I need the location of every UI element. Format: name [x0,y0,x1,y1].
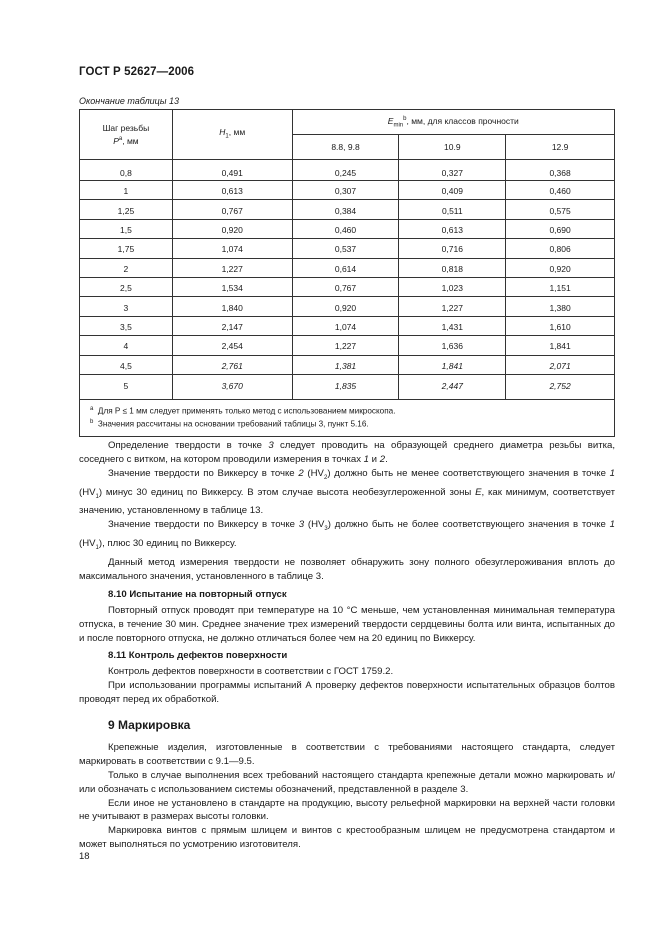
section-9-p3: Если иное не установлено в стандарте на продукцию, высоту рельефной маркировки на верхней части головки не учитывают в размерах высоты головки. [79,797,615,823]
table-cell: 0,409 [399,181,506,200]
class-header: 8.8, 9.8 [292,135,399,160]
table-cell: 1,227 [399,297,506,316]
table-row [80,181,615,200]
table-cell: 2,5 [80,277,173,296]
paragraph: Значение твердости по Виккерсу в точке 3 $(HV_3)$ должно быть не более соответствующего значения в точке 1 $(HV_1)$, плюс 30 единиц по Виккерсу. [79,519,616,552]
table-cell: 0,920 [292,297,399,316]
note-mark: a [90,405,94,412]
table-cell: 0,327 [399,160,506,181]
table-cell: 0,307 [292,181,399,200]
table-note-a: Для P ≤ 1 мм следует применять только метод с использованием микроскопа. [97,406,396,416]
table-row [80,277,615,296]
col-header-h1: $H_1$, мм [172,110,292,160]
table-cell: 1,227 [292,336,399,355]
table-row [80,374,615,399]
table-cell: 0,368 [506,160,615,181]
table-cell: 1,841 [506,336,615,355]
table-row [80,316,615,335]
table-cell: 1,835 [292,374,399,399]
table-row [80,336,615,355]
table-cell: 2,752 [506,374,615,399]
table-cell: 0,8 [80,160,173,181]
table-cell: 2,147 [172,316,292,335]
table-cell: 0,491 [172,160,292,181]
section-9-p1: Крепежные изделия, изготовленные в соответствии с требованиями настоящего стандарта, следует маркировать в соответствии с 9.1—9.5. [79,741,615,767]
table-cell: 1,380 [506,297,615,316]
table-cell: 0,511 [399,200,506,219]
table-cell: 2 [80,258,173,277]
table-cell: 1,840 [172,297,292,316]
table-cell: 1,074 [292,316,399,335]
table-cell: 0,818 [399,258,506,277]
table-cell: 3 [80,297,173,316]
class-header: 10.9 [399,135,506,160]
table-cell: 1,023 [399,277,506,296]
section-810-title: 8.10 Испытание на повторный отпуск [108,588,287,600]
table-cell: 1,381 [292,355,399,374]
section-811-text2: При использовании программы испытаний А проверку дефектов поверхности испытательных образцов болтов проводят перед их обработкой. [79,680,615,706]
table-note-b: Значения рассчитаны на основании требований таблицы 3, пункт 5.16. [97,419,369,429]
table-cell: 2,071 [506,355,615,374]
table-cell: 3,5 [80,316,173,335]
section-811-text1: Контроль дефектов поверхности в соответствии с ГОСТ 1759.2. [108,666,394,678]
table-cell: 1,534 [172,277,292,296]
table-cell: 1,151 [506,277,615,296]
col-header-emin: $E_{min}^b$, мм, для классов прочности [292,110,614,135]
table-cell: 1,841 [399,355,506,374]
table-cell: 0,920 [506,258,615,277]
table-cell: 2,761 [172,355,292,374]
table-13 [79,109,615,437]
note-mark: b [90,419,94,426]
section-810-text: Повторный отпуск проводят при температуре на 10 °С меньше, чем установленная минимальная температура отпуска, в течение 30 мин. Среднее значение трех измерений твердости сердцевины болта или винта, испытанных до и после повторного отпуска, не должно отличаться более чем на 20 единиц по Виккерсу. [79,604,615,644]
table-cell: 0,716 [399,239,506,258]
table-cell: 0,460 [506,181,615,200]
table-row [80,160,615,181]
table-cell: 0,613 [399,219,506,238]
table-row [80,258,615,277]
col-header-pitch: Шаг резьбы $P^a$, мм [80,110,173,160]
table-cell: 0,806 [506,239,615,258]
table-cell: 1,25 [80,200,173,219]
table-row [80,219,615,238]
table-cell: 0,613 [172,181,292,200]
section-9-p2: Только в случае выполнения всех требований настоящего стандарта крепежные детали можно маркировать и/или обозначать с использованием системы обозначений, представленной в разделе 3. [79,769,615,795]
table-cell: 0,575 [506,200,615,219]
table-cell: 0,920 [172,219,292,238]
table-cell: 0,460 [292,219,399,238]
table-cell: 1,431 [399,316,506,335]
section-9-title: 9 Маркировка [108,718,191,733]
table-cell: 4,5 [80,355,173,374]
table-row [80,200,615,219]
table-cell: 1,5 [80,219,173,238]
paragraph: Данный метод измерения твердости не позволяет обнаружить зону полного обезуглероживания вплоть до максимального значения, установленного в таблице 3. [79,556,615,582]
body-text [79,439,615,852]
section-9-p4: Маркировка винтов с прямым шлицем и винтов с крестообразным шлицем не предусмотрена стандартом и может выполняться по усмотрению изготовителя. [79,825,615,851]
class-header: 12.9 [506,135,615,160]
table-caption: Окончание таблицы 13 [79,96,179,106]
table-cell: 0,767 [172,200,292,219]
table-cell: 0,245 [292,160,399,181]
table-cell: 1,074 [172,239,292,258]
table-cell: 0,690 [506,219,615,238]
paragraph: Значение твердости по Виккерсу в точке 2 $(HV_2)$ должно быть не менее соответствующего значения в точке 1 $(HV_1)$ минус 30 единиц по Виккерсу. В этом случае высота необезуглероженной зоны E, как минимум, соответствует значению, установленному в таблице 13. [79,467,616,517]
table-cell: 1,610 [506,316,615,335]
table-cell: 1,227 [172,258,292,277]
table-cell: 2,454 [172,336,292,355]
table-notes [80,399,615,436]
table-row [80,297,615,316]
document-header: ГОСТ Р 52627—2006 [79,66,195,78]
table-cell: 1 [80,181,173,200]
table-row [80,239,615,258]
table-cell: 0,614 [292,258,399,277]
table-cell: 0,767 [292,277,399,296]
table-cell: 1,636 [399,336,506,355]
table-cell: 5 [80,374,173,399]
section-811-title: 8.11 Контроль дефектов поверхности [108,650,288,662]
paragraph: Определение твердости в точке 3 следует проводить на образующей среднего диаметра резьбы витка, соседнего с витком, на котором проводили измерения в точках 1 и 2. [79,440,615,465]
table-cell: 3,670 [172,374,292,399]
table-cell: 0,384 [292,200,399,219]
table-cell: 0,537 [292,239,399,258]
table-cell: 1,75 [80,239,173,258]
table-cell: 4 [80,336,173,355]
table-cell: 2,447 [399,374,506,399]
page-number: 18 [79,851,90,862]
table-row [80,355,615,374]
